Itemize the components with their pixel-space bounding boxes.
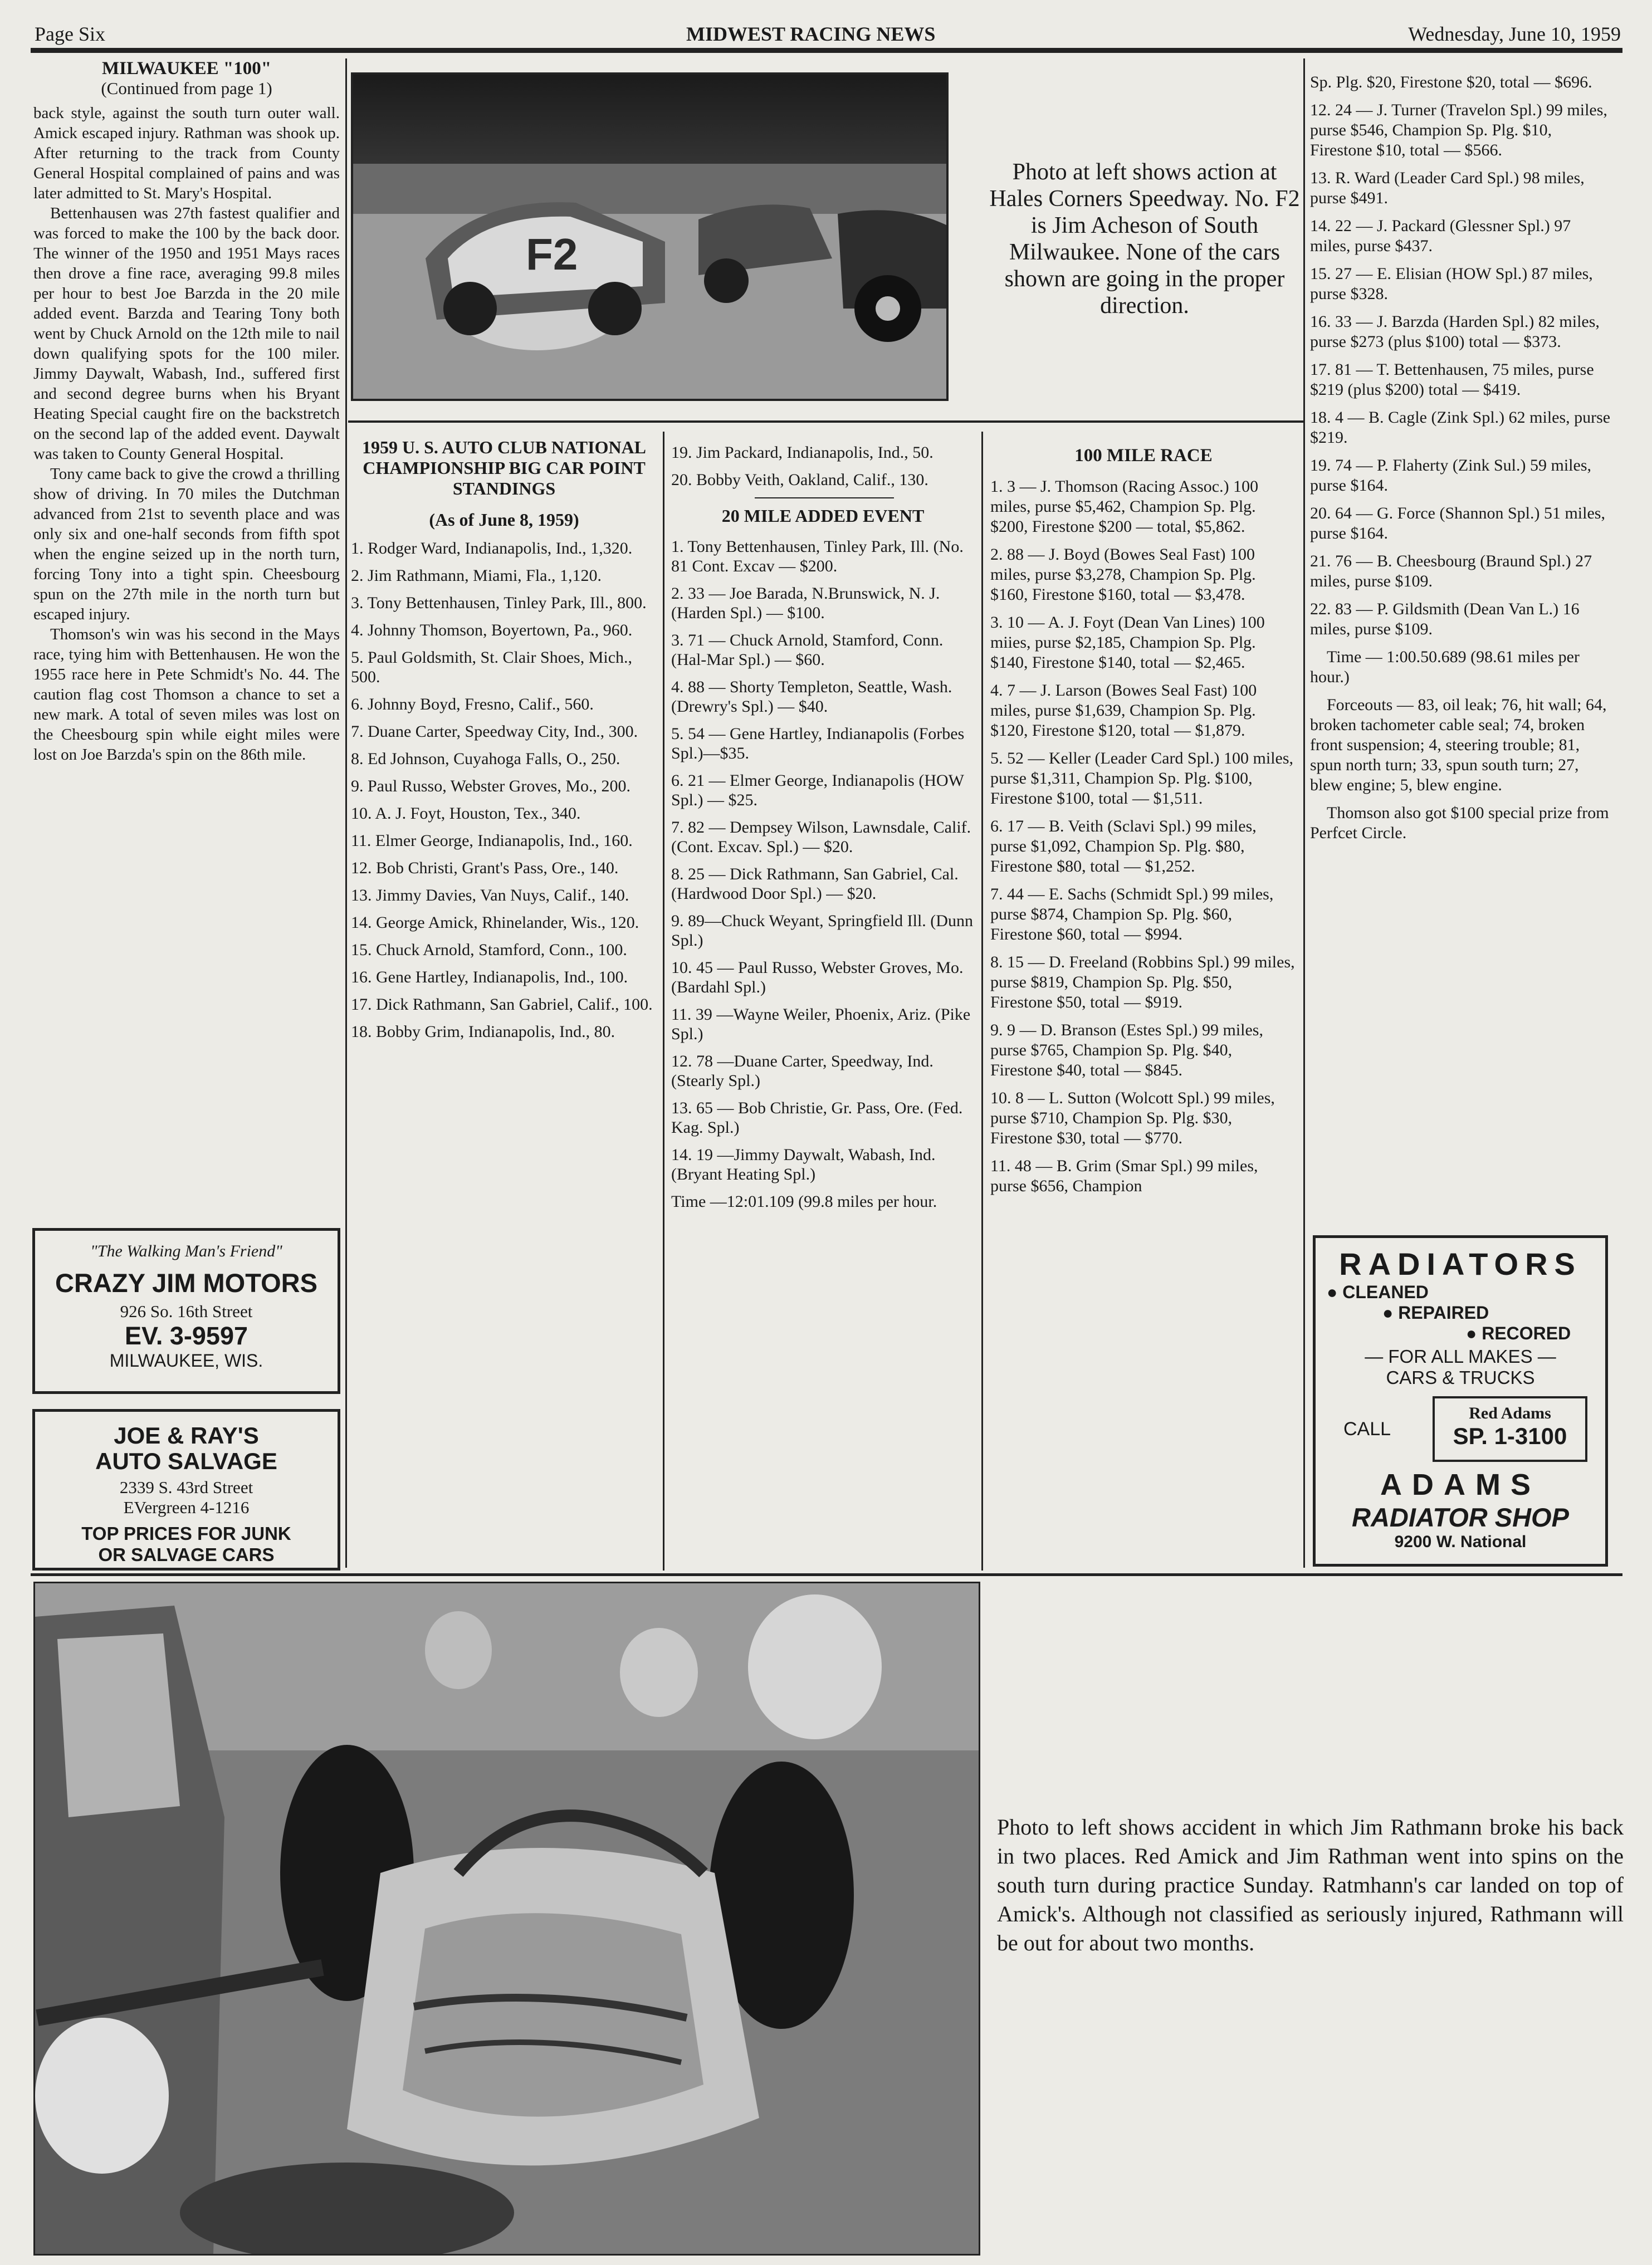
- photo-hales-corners-image: [353, 75, 946, 399]
- result-item: 17. 81 — T. Bettenhausen, 75 miles, purse $219 (plus $200) total — $419.: [1310, 360, 1594, 399]
- standings-item: 5. Paul Goldsmith, St. Clair Shoes, Mich., 500.: [351, 648, 633, 686]
- point-standings-column: [351, 437, 657, 1049]
- result-item: 20. 64 — G. Force (Shannon Spl.) 51 miles, purse $164.: [1310, 504, 1605, 542]
- mile100-item: 9. 9 — D. Branson (Estes Spl.) 99 miles, purse $765, Champion Sp. Plg. $40, Firestone $40, total — $845.: [990, 1021, 1263, 1079]
- page-number: Page Six: [35, 23, 106, 45]
- ad-service-repaired-label: REPAIRED: [1398, 1303, 1489, 1323]
- ad-crazy-jim-motors: [32, 1228, 340, 1394]
- column-divider: [1303, 58, 1305, 1568]
- ad-call-label: CALL: [1343, 1418, 1391, 1440]
- ad-service-cleaned-label: CLEANED: [1342, 1282, 1429, 1302]
- article-paragraph: Tony came back to give the crowd a thrilling show of driving. In 70 miles the Dutchman advanced from 21st to seventh place and was only six and one-half seconds from fifth spot when the engine seized up in the north turn, forcing Tony into a tight spin. Cheesbourg spun on the 27th mile in the north turn but escaped injury.: [33, 465, 340, 623]
- added-event-item: 7. 82 — Dempsey Wilson, Lawnsdale, Calif. (Cont. Excav. Spl.) — $20.: [671, 818, 971, 856]
- standings-date: (As of June 8, 1959): [429, 510, 579, 530]
- ad-service-list: [1327, 1282, 1605, 1344]
- mile100-item: 8. 15 — D. Freeland (Robbins Spl.) 99 miles, purse $819, Champion Sp. Plg. $50, Firestone $50, total — $919.: [990, 953, 1295, 1011]
- ad-address: 926 So. 16th Street: [120, 1302, 253, 1321]
- issue-date: Wednesday, June 10, 1959: [1408, 23, 1621, 45]
- added-event-item: 5. 54 — Gene Hartley, Indianapolis (Forbes Spl.)—$35.: [671, 725, 965, 762]
- masthead: MIDWEST RACING NEWS: [686, 23, 936, 45]
- added-event-item: 8. 25 — Dick Rathmann, San Gabriel, Cal. (Hardwood Door Spl.) — $20.: [671, 865, 959, 903]
- standings-item: 1. Rodger Ward, Indianapolis, Ind., 1,320.: [351, 539, 633, 557]
- ad-service-repaired: ● REPAIRED: [1382, 1303, 1489, 1323]
- added-event-item: 1. Tony Bettenhausen, Tinley Park, Ill. (No. 81 Cont. Excav — $200.: [671, 537, 964, 575]
- column-divider: [663, 432, 664, 1571]
- photo-hales-corners: [351, 72, 949, 401]
- ad-service-recored: ● RECORED: [1466, 1323, 1571, 1343]
- standings-item: 10. A. J. Foyt, Houston, Tex., 340.: [351, 804, 581, 823]
- standings-item: 20. Bobby Veith, Oakland, Calif., 130.: [671, 471, 928, 489]
- ad-cars: CARS & TRUCKS: [1386, 1367, 1535, 1388]
- added-event-item: 13. 65 — Bob Christie, Gr. Pass, Ore. (Fed. Kag. Spl.): [671, 1099, 963, 1137]
- page-header: [35, 20, 1621, 48]
- standings-item: 19. Jim Packard, Indianapolis, Ind., 50.: [671, 443, 933, 462]
- result-item: 16. 33 — J. Barzda (Harden Spl.) 82 miles, purse $273 (plus $100) total — $373.: [1310, 312, 1600, 351]
- result-item: 22. 83 — P. Gildsmith (Dean Van L.) 16 miles, purse $109.: [1310, 600, 1580, 638]
- ad-joe-rays-auto-salvage: [32, 1409, 340, 1571]
- standings-item: 14. George Amick, Rhinelander, Wis., 120.: [351, 913, 639, 932]
- mile100-item: 10. 8 — L. Sutton (Wolcott Spl.) 99 miles, purse $710, Champion Sp. Plg. $30, Firestone $30, total — $770.: [990, 1089, 1275, 1147]
- ad-slogan: "The Walking Man's Friend": [90, 1242, 282, 1260]
- mile100-column: [990, 446, 1297, 1204]
- special-prize: Thomson also got $100 special prize from Perfcet Circle.: [1310, 804, 1609, 842]
- ad-phone: SP. 1-3100: [1453, 1423, 1567, 1449]
- standings-item: 18. Bobby Grim, Indianapolis, Ind., 80.: [351, 1023, 615, 1041]
- ad-phone: EV. 3-9597: [124, 1322, 248, 1350]
- standings-item: 15. Chuck Arnold, Stamford, Conn., 100.: [351, 941, 627, 959]
- added-event-item: 10. 45 — Paul Russo, Webster Groves, Mo. (Bardahl Spl.): [671, 958, 964, 996]
- added-event-item: 11. 39 —Wayne Weiler, Phoenix, Ariz. (Pike Spl.): [671, 1005, 971, 1043]
- column-divider: [981, 432, 983, 1571]
- ad-contact: Red Adams: [1469, 1404, 1551, 1422]
- mile100-list: [990, 477, 1297, 1196]
- article-continued: (Continued from page 1): [101, 79, 272, 98]
- mile100-item: 1. 3 — J. Thomson (Racing Assoc.) 100 miles, purse $5,462, Champion Sp. Plg. $200, Firestone $200 — total, $5,862.: [990, 477, 1259, 536]
- added-event-title: 20 MILE ADDED EVENT: [721, 506, 925, 526]
- result-item: 18. 4 — B. Cagle (Zink Spl.) 62 miles, purse $219.: [1310, 408, 1611, 447]
- added-event-item: 6. 21 — Elmer George, Indianapolis (HOW Spl.) — $25.: [671, 771, 964, 809]
- mile100-item: 4. 7 — J. Larson (Bowes Seal Fast) 100 miles, purse $1,639, Champion Sp. Plg. $120, Firestone $120, total — $1,879.: [990, 681, 1257, 740]
- standings-item: 3. Tony Bettenhausen, Tinley Park, Ill., 800.: [351, 594, 647, 612]
- ad-name-line1: JOE & RAY'S: [114, 1422, 259, 1449]
- standings-carryover: [671, 443, 975, 490]
- added-event-column: [671, 443, 975, 1219]
- ad-tagline1: TOP PRICES FOR JUNK: [81, 1523, 291, 1544]
- ad-name-line2: AUTO SALVAGE: [95, 1448, 277, 1474]
- standings-item: 12. Bob Christi, Grant's Pass, Ore., 140.: [351, 859, 619, 877]
- column-divider: [345, 58, 347, 1568]
- ad-call-row: [1316, 1396, 1605, 1463]
- mile100-item: 6. 17 — B. Veith (Sclavi Spl.) 99 miles, purse $1,092, Champion Sp. Plg. $80, Firestone $80, total — $1,252.: [990, 817, 1257, 875]
- standings-item: 4. Johnny Thomson, Boyertown, Pa., 960.: [351, 621, 633, 639]
- standings-item: 8. Ed Johnson, Cuyahoga Falls, O., 250.: [351, 750, 620, 768]
- section-rule: [755, 497, 894, 498]
- added-event-item: 4. 88 — Shorty Templeton, Seattle, Wash. (Drewry's Spl.) — $40.: [671, 678, 952, 716]
- mile100-item: 5. 52 — Keller (Leader Card Spl.) 100 miles, purse $1,311, Champion Sp. Plg. $100, Firestone $100, total — $1,511.: [990, 749, 1294, 808]
- article-title: MILWAUKEE "100": [101, 58, 272, 79]
- result-item: 12. 24 — J. Turner (Travelon Spl.) 99 miles, purse $546, Champion Sp. Plg. $10, Firestone $10, total — $566.: [1310, 101, 1607, 159]
- photo2-caption: Photo to left shows accident in which Jim Rathmann broke his back in two places. Red Amick and Jim Rathman went into spins on the south turn during practice Sunday. Ratmhann's car landed on top of Amick's. Although not classified as seriously injured, Rathmann will be out for about two months.: [997, 1814, 1624, 1955]
- standings-item: 13. Jimmy Davies, Van Nuys, Calif., 140.: [351, 886, 629, 904]
- photo-rathmann-accident-image: [35, 1583, 979, 2254]
- result-item: 21. 76 — B. Cheesbourg (Braund Spl.) 27 miles, purse $109.: [1310, 552, 1592, 590]
- standings-title: 1959 U. S. AUTO CLUB NATIONAL CHAMPIONSHIP BIG CAR POINT STANDINGS: [362, 437, 647, 498]
- ad-name: CRAZY JIM MOTORS: [55, 1268, 317, 1298]
- ad-city: MILWAUKEE, WIS.: [109, 1351, 263, 1371]
- ad-tagline2: OR SALVAGE CARS: [98, 1544, 275, 1565]
- ad-address: 2339 S. 43rd Street: [119, 1478, 253, 1497]
- result-item: Sp. Plg. $20, Firestone $20, total — $696.: [1310, 73, 1592, 91]
- added-event-item: 12. 78 —Duane Carter, Speedway, Ind. (Stearly Spl.): [671, 1052, 933, 1090]
- result-item: 14. 22 — J. Packard (Glessner Spl.) 97 miles, purse $437.: [1310, 217, 1571, 255]
- added-event-item: 14. 19 —Jimmy Daywalt, Wabash, Ind. (Bryant Heating Spl.): [671, 1146, 936, 1183]
- standings-item: 16. Gene Hartley, Indianapolis, Ind., 100.: [351, 968, 628, 986]
- added-event-list: [671, 537, 975, 1211]
- article-column: [33, 58, 340, 765]
- ad-radiators-title: RADIATORS: [1339, 1246, 1582, 1281]
- result-item: 13. R. Ward (Leader Card Spl.) 98 miles, purse $491.: [1310, 169, 1585, 207]
- standings-item: 2. Jim Rathmann, Miami, Fla., 1,120.: [351, 566, 602, 585]
- ad-makes: — FOR ALL MAKES —: [1365, 1346, 1556, 1367]
- mile100-item: 3. 10 — A. J. Foyt (Dean Van Lines) 100 miies, purse $2,185, Champion Sp. Plg. $140, Firestone $140, total — $2,465.: [990, 613, 1265, 672]
- standings-item: 11. Elmer George, Indianapolis, Ind., 160.: [351, 831, 633, 850]
- standings-item: 17. Dick Rathmann, San Gabriel, Calif., 100.: [351, 995, 653, 1014]
- photo1-caption: Photo at left shows action at Hales Corners Speedway. No. F2 is Jim Acheson of South Milwaukee. None of the cars shown are going in the proper direction.: [989, 159, 1300, 319]
- forceouts: Forceouts — 83, oil leak; 76, hit wall; 64, broken tachometer cable seal; 74, broken front suspension; 4, steering trouble; 81, spun north turn; 33, spun south turn; 27, blew engine; 5, blew engine.: [1310, 696, 1607, 794]
- race-time: Time — 1:00.50.689 (98.61 miles per hour.): [1310, 648, 1580, 686]
- results-continued-column: [1310, 72, 1611, 851]
- standings-item: 9. Paul Russo, Webster Groves, Mo., 200.: [351, 777, 631, 795]
- svg-text:F2: F2: [526, 229, 578, 279]
- article-paragraph: Bettenhausen was 27th fastest qualifier and was forced to make the 100 by the back door. The winner of the 1950 and 1951 Mays races then drove a fine race, averaging 99.8 miles per hour to best Joe Barzda in the 20 mile added event. Barzda and Tearing Tony both went by Chuck Arnold on the 12th mile to nail down qualifying spots for the 100 miler. Jimmy Daywalt, Wabash, Ind., suffered first and second degree burns when his Bryant Heating Special caught fire on the backstretch on the second lap of the added event. Daywalt was taken to County General Hospital.: [33, 204, 340, 463]
- standings-item: 6. Johnny Boyd, Fresno, Calif., 560.: [351, 695, 594, 713]
- result-item: 19. 74 — P. Flaherty (Zink Sul.) 59 miles, purse $164.: [1310, 456, 1591, 495]
- header-rule: [31, 48, 1622, 53]
- ad-shop-name1: ADAMS: [1380, 1468, 1541, 1501]
- result-item: 15. 27 — E. Elisian (HOW Spl.) 87 miles, purse $328.: [1310, 265, 1593, 303]
- ad-shop-address: 9200 W. National: [1394, 1533, 1527, 1551]
- added-event-item: Time —12:01.109 (99.8 miles per hour.: [671, 1192, 937, 1211]
- article-paragraph: back style, against the south turn outer wall. Amick escaped injury. Rathman was shook up. After returning to the track from County General Hospital complained of pains and was later admitted to St. Mary's Hospital.: [33, 104, 340, 202]
- ad-service-recored-label: RECORED: [1482, 1323, 1571, 1343]
- ad-service-cleaned: ● CLEANED: [1327, 1282, 1429, 1302]
- standings-list: [351, 539, 657, 1041]
- ad-phone-box: [1433, 1396, 1587, 1462]
- added-event-item: 3. 71 — Chuck Arnold, Stamford, Conn. (Hal-Mar Spl.) — $60.: [671, 631, 944, 669]
- photo-section-rule: [31, 1573, 1622, 1576]
- standings-item: 7. Duane Carter, Speedway City, Ind., 300.: [351, 722, 638, 741]
- mile100-item: 7. 44 — E. Sachs (Schmidt Spl.) 99 miles, purse $874, Champion Sp. Plg. $60, Firestone $60, total — $994.: [990, 885, 1274, 943]
- mile100-title: 100 MILE RACE: [1074, 446, 1213, 466]
- article-paragraph: Thomson's win was his second in the Mays race, tying him with Bettenhausen. He won the 1955 race here in Pete Schmidt's No. 44. The caution flag cost Thomson a chance to set a new mark. A total of seven miles was lost on the Cheesbourg spin while eight miles were lost on Joe Barzda's spin on the 86th mile.: [33, 625, 340, 764]
- section-rule: [348, 420, 1303, 423]
- mile100-item: 11. 48 — B. Grim (Smar Spl.) 99 miles, purse $656, Champion: [990, 1157, 1258, 1195]
- added-event-item: 2. 33 — Joe Barada, N.Brunswick, N. J. (Harden Spl.) — $100.: [671, 584, 940, 622]
- ad-adams-radiator-shop: [1313, 1235, 1608, 1567]
- ad-shop-name2: RADIATOR SHOP: [1352, 1503, 1569, 1532]
- added-event-item: 9. 89—Chuck Weyant, Springfield Ill. (Dunn Spl.): [671, 912, 973, 950]
- mile100-item: 2. 88 — J. Boyd (Bowes Seal Fast) 100 miles, purse $3,278, Champion Sp. Plg. $160, Firestone $160, total — $3,478.: [990, 545, 1256, 604]
- ad-phone: EVergreen 4-1216: [123, 1498, 250, 1517]
- photo-rathmann-accident: [33, 1582, 980, 2256]
